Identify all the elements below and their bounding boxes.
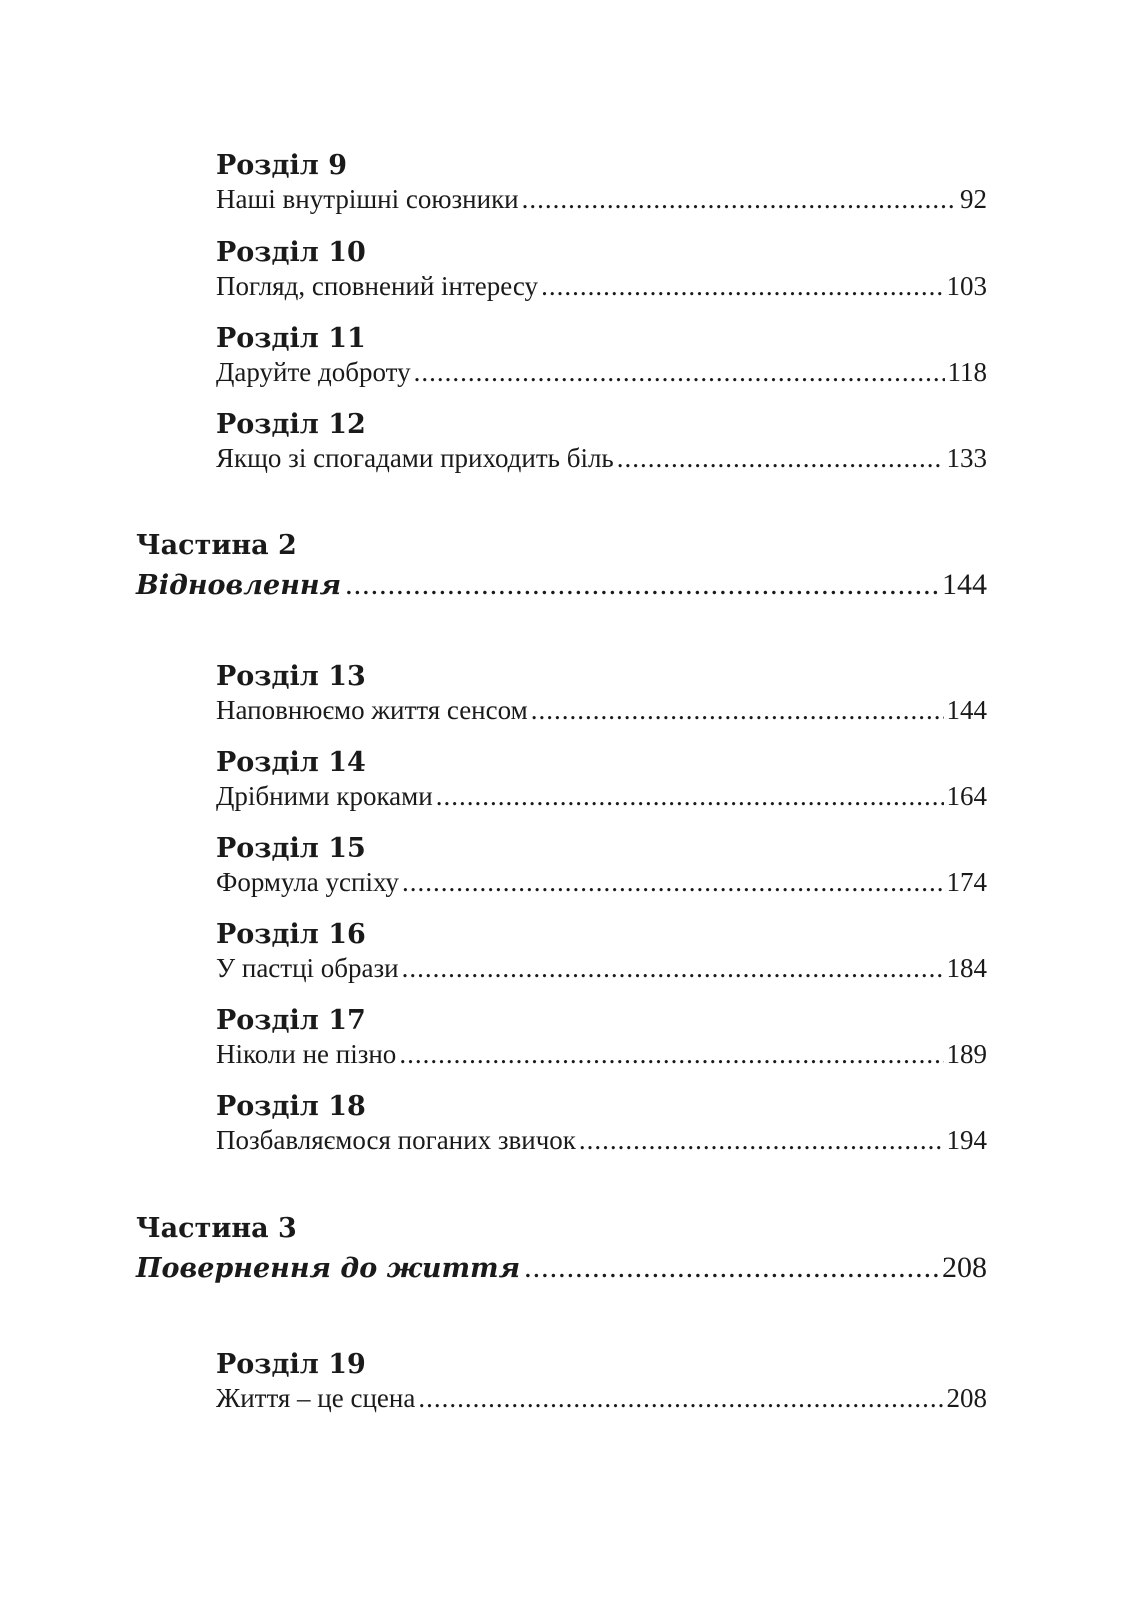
toc-chapter <box>216 661 987 727</box>
toc-part-entry[interactable] <box>136 1249 987 1288</box>
dot-leader <box>524 1249 938 1287</box>
toc-chapter <box>216 237 987 303</box>
dot-leader <box>399 1037 943 1071</box>
toc-part <box>136 1213 987 1288</box>
chapter-title: Життя – це сцена <box>216 1383 416 1413</box>
chapter-label: Розділ 18 <box>216 1091 366 1122</box>
page-number: 208 <box>942 1251 987 1284</box>
toc-entry[interactable] <box>216 1381 987 1415</box>
toc-entry[interactable] <box>216 1037 987 1071</box>
chapter-label: Розділ 9 <box>216 150 348 181</box>
chapter-label: Розділ 15 <box>216 833 366 864</box>
toc-chapter <box>216 1005 987 1071</box>
toc-chapter <box>216 833 987 899</box>
page-number: 189 <box>946 1039 987 1069</box>
page-number: 184 <box>946 953 987 983</box>
toc-entry[interactable] <box>216 693 987 727</box>
chapter-label: Розділ 17 <box>216 1005 366 1036</box>
chapter-label: Розділ 13 <box>216 661 366 692</box>
toc-chapter <box>216 747 987 813</box>
toc-chapter <box>216 1091 987 1157</box>
toc-entry[interactable] <box>216 441 987 475</box>
part-label: Частина 2 <box>136 530 297 561</box>
toc-entry[interactable] <box>216 779 987 813</box>
toc-entry[interactable] <box>216 182 987 216</box>
chapter-label: Розділ 11 <box>216 323 366 354</box>
part-title: Повернення до життя <box>136 1253 521 1284</box>
chapter-title: Позбавляємося поганих звичок <box>216 1125 576 1155</box>
page-number: 194 <box>946 1125 987 1155</box>
toc-chapter <box>216 150 987 216</box>
dot-leader <box>414 355 945 389</box>
dot-leader <box>345 566 938 604</box>
toc-entry[interactable] <box>216 951 987 985</box>
page-number: 164 <box>946 781 987 811</box>
toc-chapter <box>216 323 987 389</box>
page-number: 208 <box>946 1383 987 1413</box>
dot-leader <box>418 1381 943 1415</box>
chapter-title: Якщо зі спогадами приходить біль <box>216 443 614 473</box>
chapter-title: Дрібними кроками <box>216 781 433 811</box>
page-number: 133 <box>946 443 987 473</box>
dot-leader <box>522 182 957 216</box>
page-number: 144 <box>946 695 987 725</box>
part-title: Відновлення <box>136 570 342 601</box>
chapter-label: Розділ 12 <box>216 409 366 440</box>
dot-leader <box>579 1123 944 1157</box>
dot-leader <box>402 951 944 985</box>
dot-leader <box>436 779 944 813</box>
chapter-label: Розділ 19 <box>216 1349 366 1380</box>
chapter-title: Наші внутрішні союзники <box>216 184 519 214</box>
toc-part <box>136 530 987 605</box>
page-number: 92 <box>960 184 987 214</box>
dot-leader <box>531 693 944 727</box>
chapter-title: Наповнюємо життя сенсом <box>216 695 528 725</box>
toc-entry[interactable] <box>216 865 987 899</box>
page-number: 103 <box>946 271 987 301</box>
toc-chapter <box>216 409 987 475</box>
chapter-title: Даруйте доброту <box>216 357 411 387</box>
toc-entry[interactable] <box>216 269 987 303</box>
toc-part-entry[interactable] <box>136 566 987 605</box>
chapter-title: У пастці образи <box>216 953 399 983</box>
toc-chapter <box>216 919 987 985</box>
toc-entry[interactable] <box>216 355 987 389</box>
chapter-label: Розділ 14 <box>216 747 366 778</box>
toc-chapter <box>216 1349 987 1415</box>
chapter-title: Погляд, сповнений інтересу <box>216 271 539 301</box>
chapter-title: Ніколи не пізно <box>216 1039 397 1069</box>
part-label: Частина 3 <box>136 1213 297 1244</box>
chapter-label: Розділ 16 <box>216 919 366 950</box>
chapter-title: Формула успіху <box>216 867 399 897</box>
page-number: 174 <box>946 867 987 897</box>
page-number: 118 <box>947 357 987 387</box>
toc-entry[interactable] <box>216 1123 987 1157</box>
dot-leader <box>541 269 943 303</box>
dot-leader <box>617 441 944 475</box>
page-number: 144 <box>942 568 987 601</box>
dot-leader <box>402 865 944 899</box>
chapter-label: Розділ 10 <box>216 237 366 268</box>
